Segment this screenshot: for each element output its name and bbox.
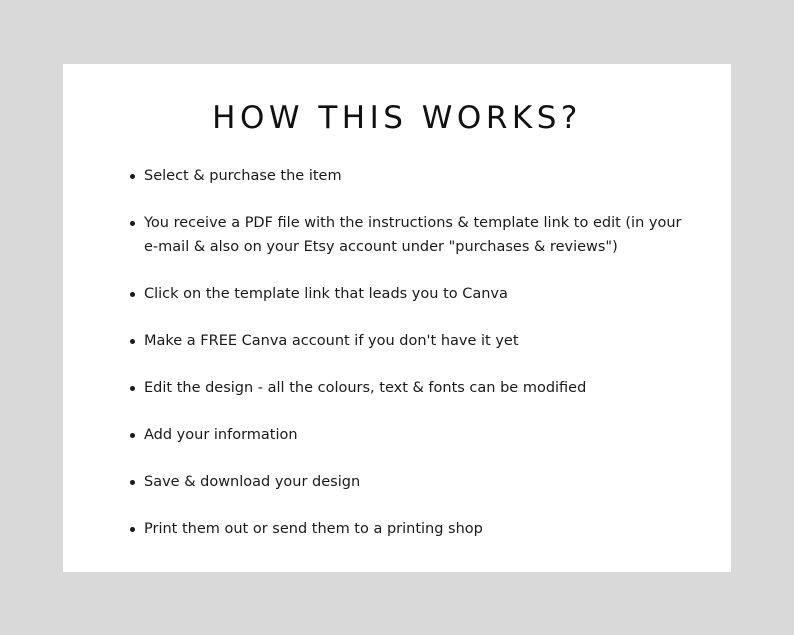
list-item xyxy=(128,330,698,354)
bullet-icon xyxy=(130,480,135,485)
step-text: You receive a PDF file with the instructions & template link to edit (in your e-mail & also on your Etsy account under "purchases & reviews") xyxy=(144,215,682,255)
step-text: Make a FREE Canva account if you don't have it yet xyxy=(144,332,519,349)
bullet-icon xyxy=(130,292,135,297)
page-title: HOW THIS WORKS? xyxy=(212,100,582,136)
list-item xyxy=(128,377,698,401)
step-text: Add your information xyxy=(144,426,298,443)
bullet-icon xyxy=(130,386,135,391)
list-item xyxy=(128,165,698,189)
step-text: Save & download your design xyxy=(144,473,361,490)
bullet-icon xyxy=(130,339,135,344)
bullet-icon xyxy=(130,221,135,226)
step-text: Click on the template link that leads you to Canva xyxy=(144,285,508,302)
step-text: Select & purchase the item xyxy=(144,168,342,184)
step-text: Edit the design - all the colours, text & fonts can be modified xyxy=(144,379,587,396)
bullet-icon xyxy=(130,527,135,532)
steps-list xyxy=(128,165,698,565)
bullet-icon xyxy=(130,433,135,438)
step-text: Print them out or send them to a printing shop xyxy=(144,520,483,537)
list-item xyxy=(128,424,698,448)
bullet-icon xyxy=(130,174,135,179)
list-item xyxy=(128,518,698,542)
list-item xyxy=(128,283,698,307)
list-item xyxy=(128,212,698,259)
list-item xyxy=(128,471,698,495)
